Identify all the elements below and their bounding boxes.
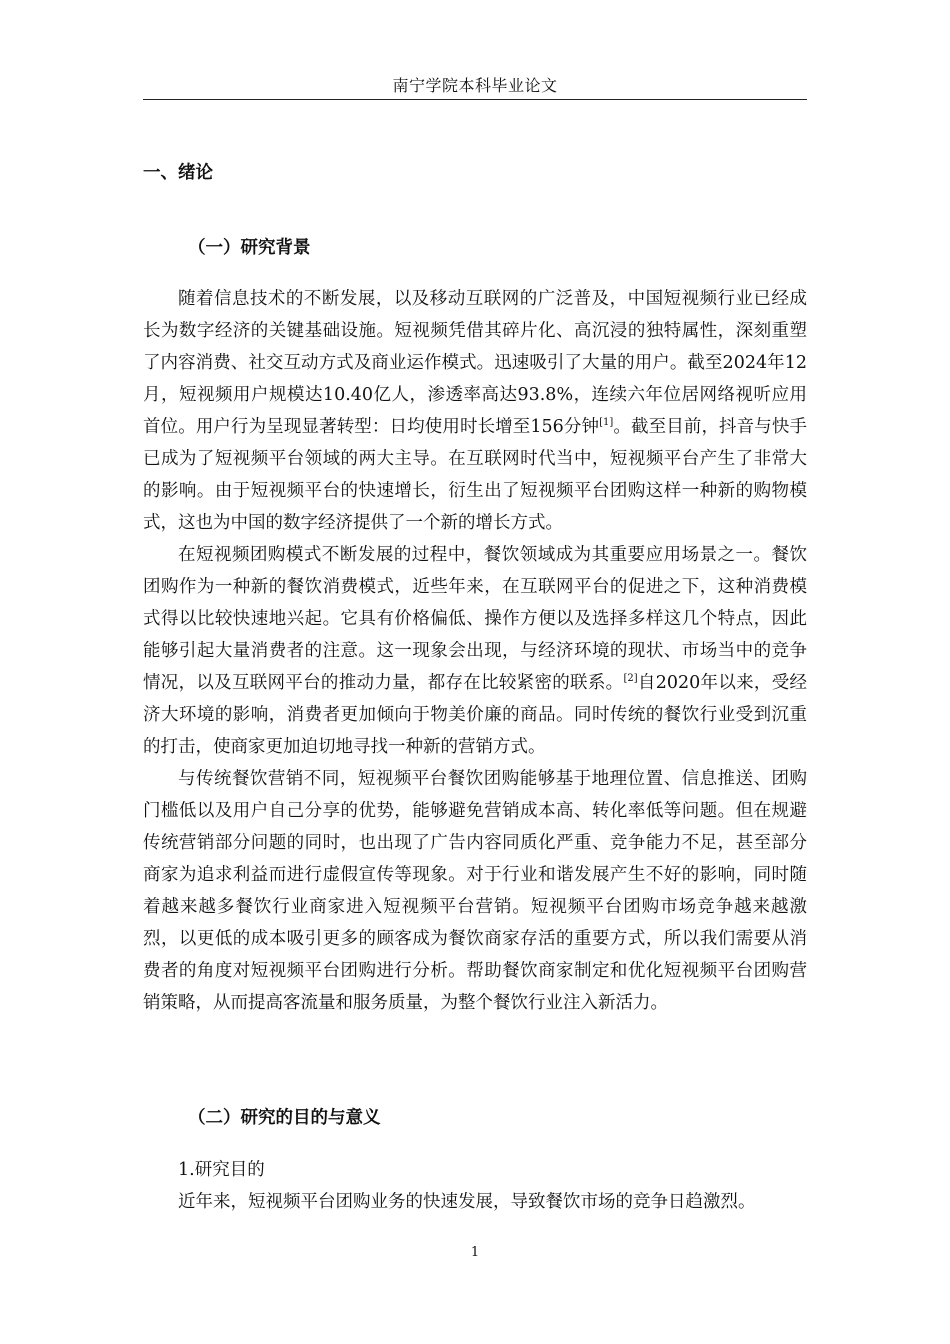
paragraph-3: 与传统餐饮营销不同，短视频平台餐饮团购能够基于地理位置、信息推送、团购门槛低以及用户自己分享的优势，能够避免营销成本高、转化率低等问题。但在规避传统营销部分问题的同时，也出现了广告内容同质化严重、竞争能力不足，甚至部分商家为追求利益而进行虚假宣传等现象。对于行业和谐发展产生不好的影响，同时随着越来越多餐饮行业商家进入短视频平台营销。短视频平台团购市场竞争越来越激烈，以更低的成本吸引更多的顾客成为餐饮商家存活的重要方式，所以我们需要从消费者的角度对短视频平台团购进行分析。帮助餐饮商家制定和优化短视频平台团购营销策略，从而提高客流量和服务质量，为整个餐饮行业注入新活力。 [143,769,807,1013]
section-heading-background: （一）研究背景 [188,238,311,258]
background-body [143,283,807,1019]
paragraph-2-text-b: 自2020年以来，受经济大环境的影响，消费者更加倾向于物美价廉的商品。同时传统的餐饮行业受到沉重的打击，使商家更加迫切地寻找一种新的营销方式。 [143,673,807,757]
paragraph-1 [143,283,807,539]
subsection-heading-purpose: 1.研究目的 [178,1160,265,1180]
citation-1: [1] [599,417,614,429]
section-heading-purpose: （二）研究的目的与意义 [188,1108,381,1128]
paragraph-1-text-a: 随着信息技术的不断发展，以及移动互联网的广泛普及，中国短视频行业已经成长为数字经济的关键基础设施。短视频凭借其碎片化、高沉浸的独特属性，深刻重塑了内容消费、社交互动方式及商业运作模式。迅速吸引了大量的用户。截至2024年12月，短视频用户规模达10.40亿人，渗透率高达93.8%，连续六年位居网络视听应用首位。用户行为呈现显著转型：日均使用时长增至156分钟 [143,289,807,437]
purpose-body [143,1186,807,1218]
paragraph-4: 近年来，短视频平台团购业务的快速发展，导致餐饮市场的竞争日趋激烈。 [178,1192,756,1212]
running-header-title: 南宁学院本科毕业论文 [392,76,558,95]
header-rule [143,99,807,100]
page-number: 1 [470,1245,480,1260]
paragraph-2-text-a: 在短视频团购模式不断发展的过程中，餐饮领域成为其重要应用场景之一。餐饮团购作为一种新的餐饮消费模式，近些年来，在互联网平台的促进之下，这种消费模式得以比较快速地兴起。它具有价格偏低、操作方便以及选择多样这几个特点，因此能够引起大量消费者的注意。这一现象会出现，与经济环境的现状、市场当中的竞争情况，以及互联网平台的推动力量，都存在比较紧密的联系。 [143,545,807,693]
citation-2: [2] [623,673,638,685]
chapter-heading: 一、绪论 [143,163,213,183]
paragraph-2 [143,539,807,763]
paragraph-1-text-b: 。截至目前，抖音与快手已成为了短视频平台领域的两大主导。在互联网时代当中，短视频平台产生了非常大的影响。由于短视频平台的快速增长，衍生出了短视频平台团购这样一种新的购物模式，这也为中国的数字经济提供了一个新的增长方式。 [143,417,807,533]
